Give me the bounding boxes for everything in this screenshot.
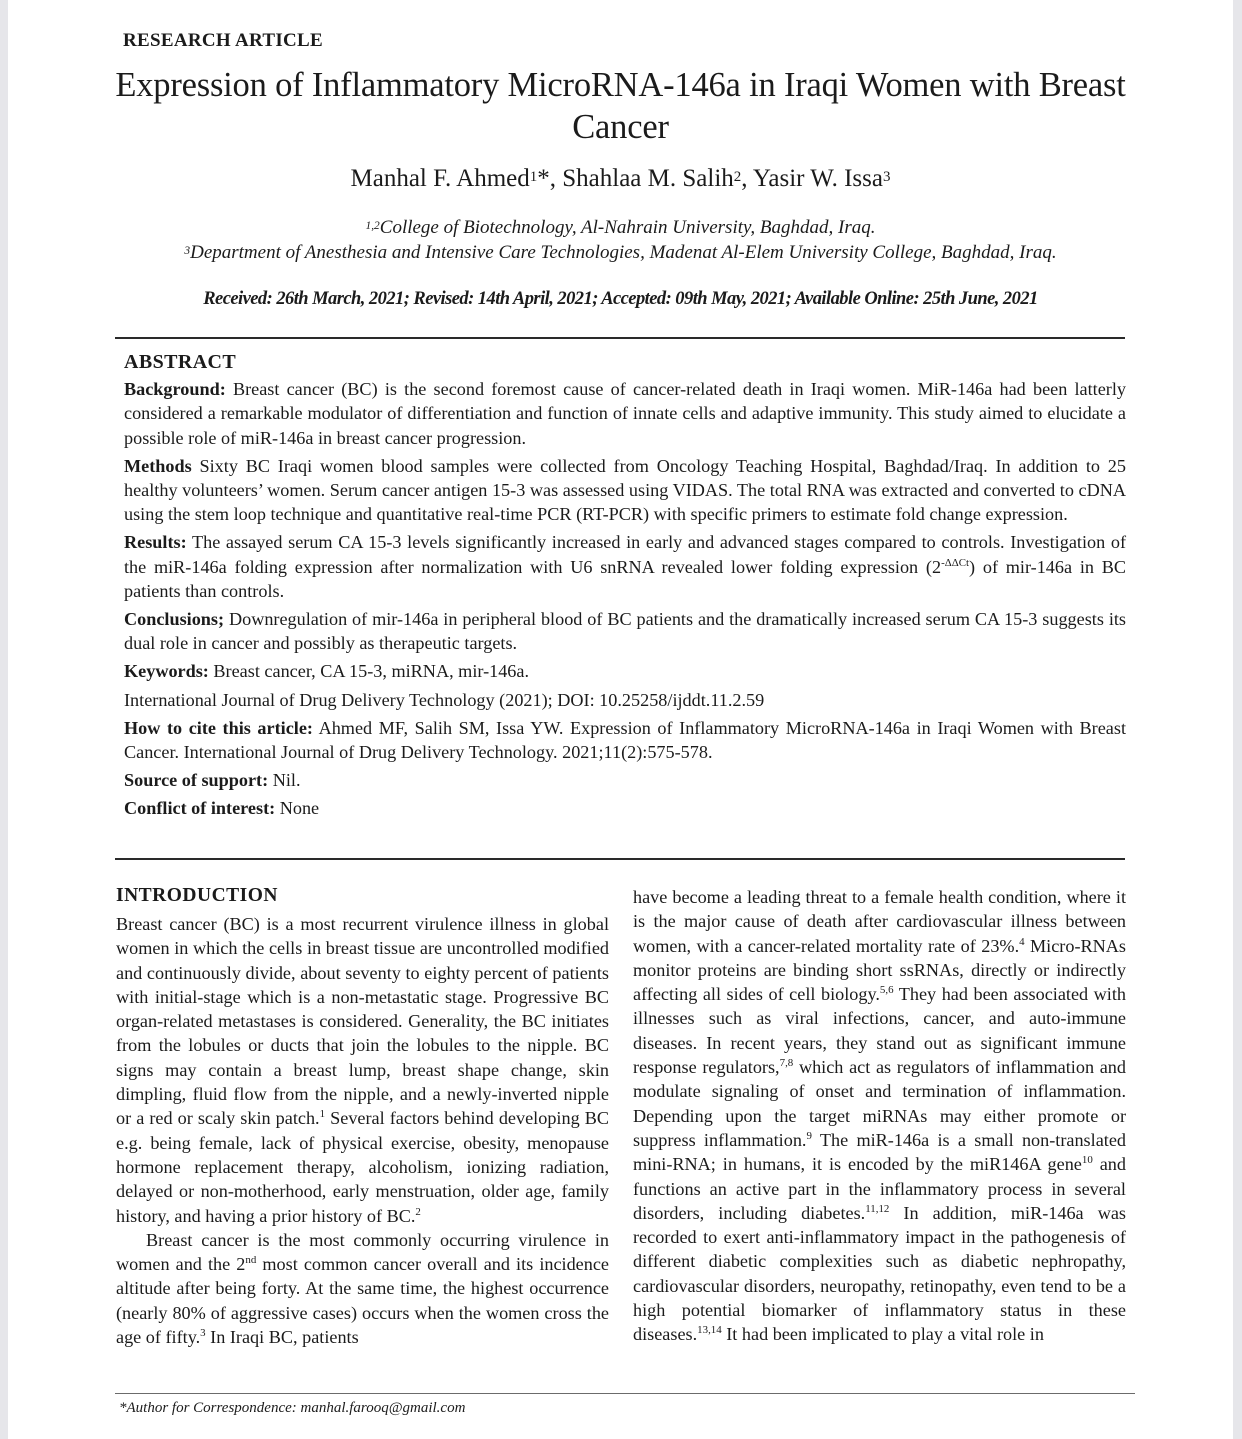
background-label: Background: xyxy=(124,379,226,400)
abstract-conclusions xyxy=(124,607,1126,655)
author-affil-sup: 3 xyxy=(882,169,891,185)
paper-page xyxy=(8,0,1233,1439)
intro-paragraph-1 xyxy=(116,912,609,1228)
affiliation-sup: 3 xyxy=(184,245,191,257)
background-text: Breast cancer (BC) is the second foremost cause of cancer-related death in Iraqi women. MiR-146a had been latterly considered a remarkable modulator of differentiation and function of innate cells and adaptive immunity. This study aimed to elucidate a possible role of miR-146a in breast cancer progression. xyxy=(124,379,1127,448)
author-name: Yasir W. Issa xyxy=(752,165,883,192)
left-column xyxy=(116,884,609,1349)
corresponding-mark: * xyxy=(537,165,550,192)
support-label: Source of support: xyxy=(124,770,269,791)
citation-ref: 13,14 xyxy=(697,1324,722,1337)
keywords-label: Keywords: xyxy=(124,661,209,682)
citation-ref: 5,6 xyxy=(879,984,894,997)
results-text: ) of mir-146a in BC patients than controls. xyxy=(124,556,1126,601)
citation-ref: 10 xyxy=(1081,1154,1093,1167)
paragraph-text: have become a leading threat to a female health condition, where it is the major cause of death after cardiovascular illness between women, with a cancer-related mortality rate of 23%. xyxy=(633,887,1126,956)
citation-ref: 4 xyxy=(1019,935,1025,948)
abstract-heading: ABSTRACT xyxy=(124,351,237,373)
publication-dates: Received: 26th March, 2021; Revised: 14th April, 2021; Accepted: 09th May, 2021; Available Online: 25th June, 2021 xyxy=(203,289,1038,309)
author-name: Shahlaa M. Salih xyxy=(562,165,734,192)
conflict-of-interest xyxy=(124,796,1126,820)
intro-paragraph-continued xyxy=(633,885,1126,1347)
abstract-bottom-rule xyxy=(115,858,1125,860)
paragraph-text: which act as regulators of inflammation and modulate signaling of onset and termination of inflammation. Depending upon the target miRNAs may either promote or suppress inflammation. xyxy=(633,1057,1126,1150)
results-superscript: -ΔΔCt xyxy=(941,556,970,569)
paragraph-text: It had been implicated to play a vital role in xyxy=(721,1324,1044,1345)
cite-label: How to cite this article: xyxy=(124,717,313,738)
abstract-keywords xyxy=(124,659,1126,683)
keywords-text: Breast cancer, CA 15-3, miRNA, mir-146a. xyxy=(213,661,530,682)
ordinal-suffix: nd xyxy=(245,1254,257,1267)
introduction-heading: INTRODUCTION xyxy=(116,885,279,906)
correspondence-note: *Author for Correspondence: manhal.farooq@gmail.com xyxy=(119,1400,466,1416)
paragraph-text: Several factors behind developing BC e.g. being female, lack of physical exercise, obesity, menopause hormone replacement therapy, alcoholism, ionizing radiation, delayed or non-motherhood, early menstruation, older age, family history, and having a prior history of BC. xyxy=(116,1108,609,1226)
footer-rule xyxy=(115,1393,1135,1394)
paper-title: Expression of Inflammatory MicroRNA-146a in Iraqi Women with Breast Cancer xyxy=(115,66,1126,146)
conflict-text: None xyxy=(279,798,320,819)
citation-ref: 1 xyxy=(319,1108,326,1121)
citation-ref: 11,12 xyxy=(865,1202,890,1215)
affiliation-sup: 1,2 xyxy=(365,220,380,232)
results-label: Results: xyxy=(124,532,187,553)
citation-ref: 9 xyxy=(806,1129,812,1142)
intro-paragraph-2 xyxy=(116,1228,609,1349)
support-text: Nil. xyxy=(272,770,301,791)
results-text: The assayed serum CA 15-3 levels significantly increased in early and advanced stages compared to controls. Investigation of the miR-146a folding expression after normalization with U6 snRNA revealed lower folding expression (2 xyxy=(124,532,1126,577)
author-affil-sup: 1 xyxy=(529,169,538,185)
abstract-background xyxy=(124,377,1126,450)
paragraph-text: Micro-RNAs monitor proteins are binding short ssRNAs, directly or indirectly affecting all sides of cell biology. xyxy=(633,935,1126,1005)
paragraph-text: Breast cancer (BC) is a most recurrent virulence illness in global women in which the cells in breast tissue are uncontrolled modified and continuously divide, about seventy to eighty percent of patients with initial-stage which is a non-metastatic stage. Progressive BC organ-related metastases is considered. Generality, the BC initiates from the lobules or ducts that join the lobules to the nipple. BC signs may contain a breast lump, breast shape change, skin dimpling, fluid flow from the nipple, and a newly-inverted nipple or a red or scaly skin patch. xyxy=(116,914,609,1129)
affiliation-2 xyxy=(68,241,1173,265)
author-affil-sup: 2 xyxy=(733,169,742,185)
paragraph-text: most common cancer overall and its incidence altitude after being forty. At the same time, the highest occurrence (nearly 80% of aggressive cases) occurs when the women cross the age of fifty. xyxy=(116,1254,609,1348)
abstract-results xyxy=(124,530,1126,603)
paragraph-text: The miR-146a is a small non-translated mini-RNA; in humans, it is encoded by the miR146A gene xyxy=(633,1129,1126,1175)
cite-text: Ahmed MF, Salih SM, Issa YW. Expression of Inflammatory MicroRNA-146a in Iraqi Women with Breast Cancer. International Journal of Drug Delivery Technology. 2021;11(2):575-578. xyxy=(124,717,1126,763)
paragraph-text: They had been associated with illnesses such as viral infections, cancer, and auto-immune diseases. In recent years, they stand out as significant immune response regulators, xyxy=(633,984,1126,1078)
author-name: Manhal F. Ahmed xyxy=(350,165,530,192)
source-of-support xyxy=(124,768,1126,792)
conclusions-label: Conclusions; xyxy=(124,609,225,630)
citation-ref: 2 xyxy=(415,1205,421,1218)
affiliation-text: College of Biotechnology, Al-Nahrain University, Baghdad, Iraq. xyxy=(379,217,876,238)
abstract-top-rule xyxy=(115,337,1125,339)
right-column xyxy=(633,885,1126,1347)
methods-text: Sixty BC Iraqi women blood samples were collected from Oncology Teaching Hospital, Baghdad/Iraq. In addition to 25 healthy volunteers’ women. Serum cancer antigen 15-3 was assessed using VIDAS. The total RNA was extracted and converted to cDNA using the stem loop technique and quantitative real-time PCR (RT-PCR) with specific primers to estimate fold change expression. xyxy=(124,455,1126,525)
methods-label: Methods xyxy=(124,455,192,476)
paragraph-text: In addition, miR-146a was recorded to exert anti-inflammatory impact in the pathogenesis of different diabetic complexities such as diabetic nephropathy, cardiovascular disorders, neuropathy, retinopathy, even tend to be a high potential biomarker of inflammatory status in these diseases. xyxy=(633,1202,1126,1345)
paragraph-text: Breast cancer is the most commonly occurring virulence in women and the 2 xyxy=(116,1229,609,1275)
citation-ref: 7,8 xyxy=(779,1057,794,1070)
author-list: Manhal F. Ahmed$^1$*, Shahlaa M. Salih$^2$, Yasir W. Issa$^3$ xyxy=(350,165,891,192)
paragraph-text: In Iraqi BC, patients xyxy=(205,1327,359,1348)
conflict-label: Conflict of interest: xyxy=(124,798,276,819)
affiliation-1 xyxy=(68,216,1173,240)
abstract-section xyxy=(124,350,1126,825)
how-to-cite xyxy=(124,716,1126,764)
conclusions-text: Downregulation of mir-146a in peripheral blood of BC patients and the dramatically increased serum CA 15-3 suggests its dual role in cancer and possibly as therapeutic targets. xyxy=(124,609,1127,654)
abstract-methods xyxy=(124,454,1126,527)
journal-doi-line: International Journal of Drug Delivery Technology (2021); DOI: 10.25258/ijddt.11.2.59 xyxy=(124,689,765,710)
affiliation-text: Department of Anesthesia and Intensive Care Technologies, Madenat Al-Elem University College, Baghdad, Iraq. xyxy=(190,242,1057,263)
citation-ref: 3 xyxy=(200,1326,206,1339)
paragraph-text: and functions an active part in the inflammatory process in several disorders, including diabetes. xyxy=(633,1154,1126,1223)
article-type-label: RESEARCH ARTICLE xyxy=(123,30,323,51)
